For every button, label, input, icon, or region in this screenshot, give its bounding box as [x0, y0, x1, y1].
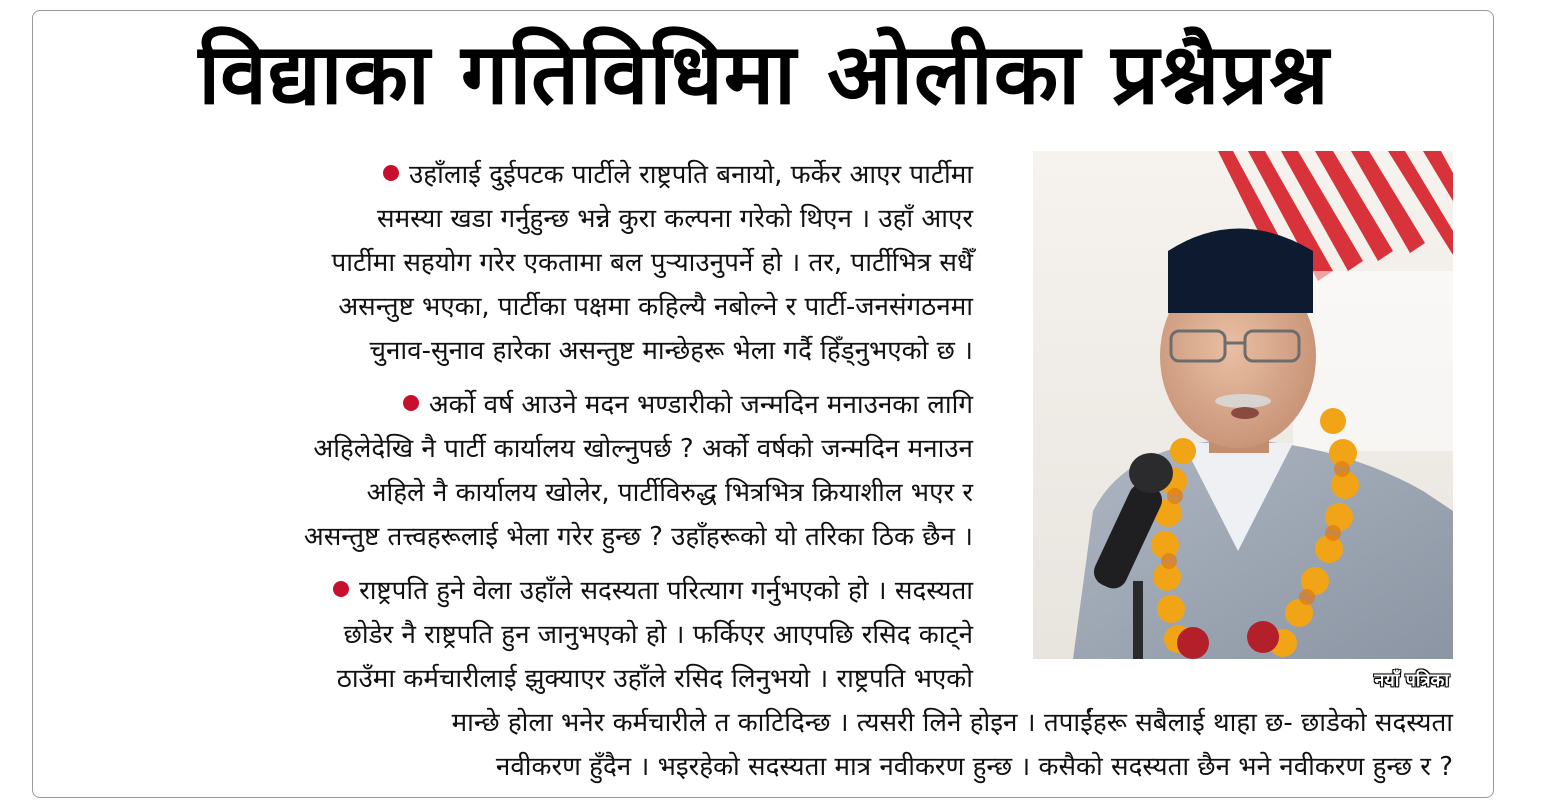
- bullet-icon: [333, 581, 349, 597]
- paragraph-line: असन्तुष्ट तत्त्वहरूलाई भेला गरेर हुन्छ ? उहाँहरूको यो तरिका ठिक छैन ।: [303, 522, 973, 552]
- article-body: [93, 153, 1453, 789]
- headline: विद्याका गतिविधिमा ओलीका प्रश्नैप्रश्न: [198, 25, 1330, 123]
- bullet-icon: [383, 165, 399, 181]
- paragraph-line: चुनाव-सुनाव हारेका असन्तुष्ट मान्छेहरू भेला गर्दै हिँड्नुभएको छ ।: [369, 336, 973, 366]
- paragraph-line: पार्टीमा सहयोग गरेर एकतामा बल पुऱ्याउनुपर्ने हो । तर, पार्टीभित्र सधैँ: [331, 248, 973, 278]
- line-text: राष्ट्रपति हुने वेला उहाँले सदस्यता परित्याग गर्नुभएको हो । सदस्यता: [359, 576, 973, 606]
- paragraph-line: [93, 383, 973, 427]
- bullet-icon: [403, 395, 419, 411]
- paragraph-line: असन्तुष्ट भएका, पार्टीका पक्षमा कहिल्यै नबोल्ने र पार्टी-जनसंगठनमा: [338, 292, 973, 322]
- paragraph-line: अहिले नै कार्यालय खोलेर, पार्टीविरुद्ध भित्रभित्र क्रियाशील भएर र: [366, 478, 973, 508]
- paragraph-2: [93, 383, 973, 559]
- paragraph-line: नवीकरण हुँदैन । भइरहेको सदस्यता मात्र नवीकरण हुन्छ । कसैको सदस्यता छैन भने नवीकरण हुन्छ र ?: [495, 752, 1453, 782]
- line-text: अर्को वर्ष आउने मदन भण्डारीको जन्मदिन मनाउनका लागि: [428, 390, 973, 420]
- line-text: उहाँलाई दुईपटक पार्टीले राष्ट्रपति बनायो, फर्केर आएर पार्टीमा: [409, 160, 973, 190]
- paragraph-line: [93, 569, 973, 613]
- article-frame: [32, 10, 1494, 798]
- paragraph-line: समस्या खडा गर्नुहुन्छ भन्ने कुरा कल्पना गरेको थिएन । उहाँ आएर: [377, 204, 973, 234]
- paragraph-line: छोडेर नै राष्ट्रपति हुन जानुभएको हो । फर्किएर आएपछि रसिद काट्ने: [343, 620, 973, 650]
- paragraph-line: [93, 153, 973, 197]
- paragraph-3-continued: [93, 701, 1453, 789]
- paragraph-1: [93, 153, 973, 373]
- paragraph-line: मान्छे होला भनेर कर्मचारीले त काटिदिन्छ । त्यसरी लिने होइन । तपाईंहरू सबैलाई थाहा छ- छाडेको सदस्यता: [451, 708, 1453, 738]
- paragraph-line: ठाउँमा कर्मचारीलाई झुक्याएर उहाँले रसिद लिनुभयो । राष्ट्रपति भएको: [336, 664, 973, 694]
- paragraph-3: [93, 569, 973, 701]
- photo-credit: नयाँ पत्रिका: [1374, 670, 1449, 691]
- paragraph-line: अहिलेदेखि नै पार्टी कार्यालय खोल्नुपर्छ ? अर्को वर्षको जन्मदिन मनाउन: [313, 434, 973, 464]
